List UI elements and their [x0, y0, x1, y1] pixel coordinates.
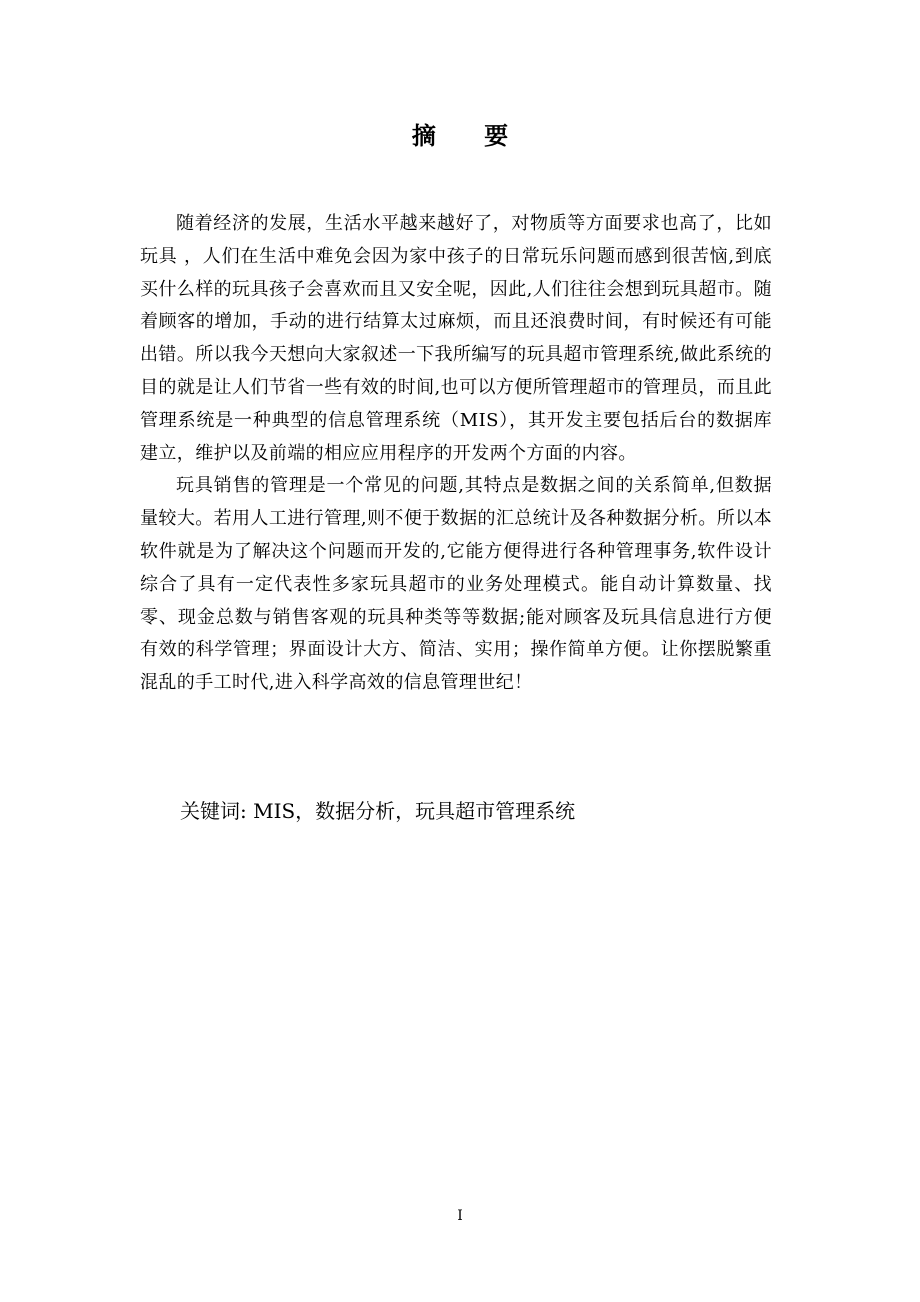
abstract-paragraph-1: 随着经济的发展，生活水平越来越好了，对物质等方面要求也高了，比如玩具 ，人们在生活中难免会因为家中孩子的日常玩乐问题而感到很苦恼,到底买什么样的玩具孩子会喜欢而且又安全呢，因此,人们往往会想到玩具超市。随着顾客的增加，手动的进行结算太过麻烦，而且还浪费时间，有时候还有可能出错。所以我今天想向大家叙述一下我所编写的玩具超市管理系统,做此系统的目的就是让人们节省一些有效的时间,也可以方便所管理超市的管理员，而且此管理系统是一种典型的信息管理系统（MIS），其开发主要包括后台的数据库建立，维护以及前端的相应应用程序的开发两个方面的内容。	[140, 213, 772, 464]
page-title: 摘 要	[411, 122, 529, 150]
keywords-line: 关键词: MIS，数据分析，玩具超市管理系统	[180, 799, 576, 823]
abstract-paragraph-2: 玩具销售的管理是一个常见的问题,其特点是数据之间的关系简单,但数据量较大。若用人工进行管理,则不便于数据的汇总统计及各种数据分析。所以本软件就是为了解决这个问题而开发的,它能方便得进行各种管理事务,软件设计综合了具有一定代表性多家玩具超市的业务处理模式。能自动计算数量、找零、现金总数与销售客观的玩具种类等等数据;能对顾客及玩具信息进行方便有效的科学管理；界面设计大方、简洁、实用；操作简单方便。让你摆脱繁重混乱的手工时代,进入科学高效的信息管理世纪！	[140, 475, 772, 694]
page-number: I	[457, 1208, 463, 1224]
abstract-body	[140, 208, 772, 700]
